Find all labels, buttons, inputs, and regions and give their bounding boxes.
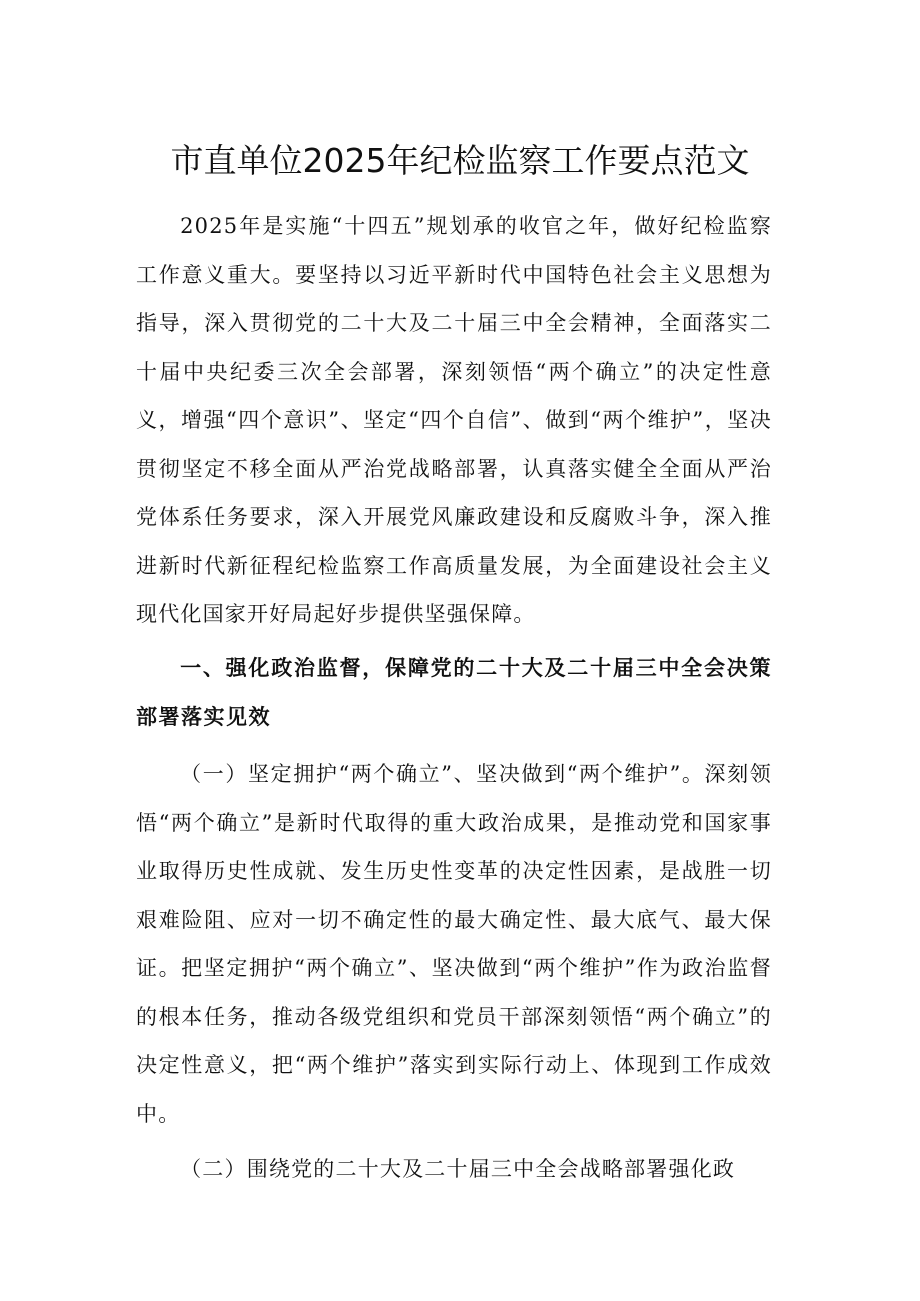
document-title: 市直单位2025年纪检监察工作要点范文 [170, 141, 750, 180]
intro-paragraph: 2025年是实施“十四五”规划承的收官之年，做好纪检监察工作意义重大。要坚持以习近平新时代中国特色社会主义思想为指导，深入贯彻党的二十大及二十届三中全会精神，全面落实二十届中央纪委三次全会部署，深刻领悟“两个确立”的决定性意义，增强“四个意识”、坚定“四个自信”、做到“两个维护”，坚决贯彻坚定不移全面从严治党战略部署，认真落实健全全面从严治党体系任务要求，深入开展党风廉政建设和反腐败斗争，深入推进新时代新征程纪检监察工作高质量发展，为全面建设社会主义现代化国家开好局起好步提供坚强保障。 [136, 214, 772, 626]
section-heading-1: 一、强化政治监督，保障党的二十大及二十届三中全会决策部署落实见效 [136, 656, 772, 729]
section1-item1-paragraph: （一）坚定拥护“两个确立”、坚决做到“两个维护”。深刻领悟“两个确立”是新时代取得的重大政治成果，是推动党和国家事业取得历史性成就、发生历史性变革的决定性因素，是战胜一切艰难险阻、应对一切不确定性的最大确定性、最大底气、最大保证。把坚定拥护“两个确立”、坚决做到“两个维护”作为政治监督的根本任务，推动各级党组织和党员干部深刻领悟“两个确立”的决定性意义，把“两个维护”落实到实际行动上、体现到工作成效中。 [136, 762, 772, 1126]
section1-item2-paragraph: （二）围绕党的二十大及二十届三中全会战略部署强化政 [180, 1157, 736, 1181]
